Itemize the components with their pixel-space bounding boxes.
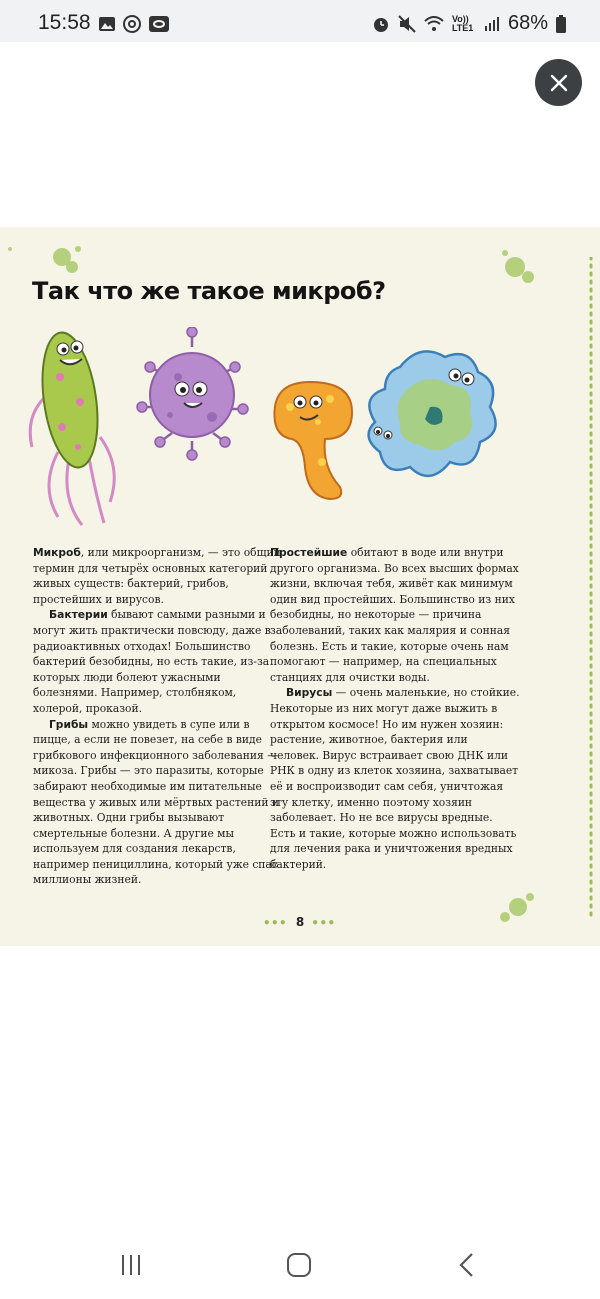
page-number-row [0,915,600,929]
recents-button[interactable] [111,1250,151,1280]
status-time: 15:58 [38,11,91,34]
bacterium-illustration [30,329,114,525]
battery-percent: 68% [507,12,548,34]
left-text-column [33,545,283,888]
book-page-image [0,227,600,946]
cast-icon [148,15,170,33]
home-icon [286,1252,312,1278]
paragraph-microbe: Микроб, или микроорганизм, — это общий термин для четырёх основных категорий живых существ: бактерий, грибов, простейших и вирусов. [33,546,281,606]
close-icon [550,74,568,92]
protozoa-illustration [369,351,496,476]
image-icon [98,16,116,32]
back-icon [457,1252,477,1278]
page-title: Так что же такое микроб? [32,277,386,305]
dots-decoration: ●●● [312,916,337,928]
back-button[interactable] [447,1250,487,1280]
page-number: 8 [295,915,305,929]
navigation-bar [0,1228,600,1299]
fungus-illustration [274,382,352,499]
recents-icon [119,1253,143,1277]
virus-illustration [137,327,248,460]
signal-icon [484,16,500,32]
mute-icon [398,15,416,33]
network-label: Vo)) LTE1 [451,13,474,33]
paragraph-viruses: Вирусы — очень маленькие, но стойкие. Некоторые из них могут даже выжить в открытом космосе! Но им нужен хозяин: растение, животное, бактерия или человек. Вирус встраивает свою ДНК или РНК в одну из клеток хозяина, захватывает её и воспроизводит сам себя, уничтожая эту клетку, именно поэтому хозяин заболевает. Но не все вирусы вредные. Есть и такие, которые можно использовать для лечения рака и уничтожения вредных бактерий. [270,686,520,871]
home-button[interactable] [279,1250,319,1280]
battery-icon [556,15,566,33]
dots-decoration: ●●● [263,916,288,928]
at-sign-icon [122,14,142,34]
status-bar [0,0,600,42]
paragraph-protozoa: Простейшие обитают в воде или внутри другого организма. Во всех высших формах жизни, включая тебя, живёт как минимум один вид простейших. Большинство из них безобидны, но некоторые — причина заболеваний, таких как малярия и сонная болезнь. Есть и такие, которые очень нам помогают — например, на специальных станциях для очистки воды. [270,546,519,684]
right-text-column [270,545,520,872]
wifi-icon [424,16,444,32]
close-button[interactable] [535,59,582,106]
alarm-icon [372,15,390,33]
microbe-illustrations [0,327,600,537]
paragraph-fungi: Грибы можно увидеть в супе или в пицце, а если не повезет, на себе в виде грибкового инфекционного заболевания — микоза. Грибы — это паразиты, которые забирают необходимые им питательные вещества у живых или мёртвых растений и животных. Одни грибы вызывают смертельные болезни. А другие мы используем для создания лекарств, например пенициллина, который уже спас миллионы жизней. [33,717,279,887]
paragraph-bacteria: Бактерии бывают самыми разными и могут жить практически повсюду, даже в радиоактивных отходах! Большинство бактерий безобидны, но есть такие, из-за которых люди болеют ужасными болезнями. Например, столбняком, холерой, проказой. [33,608,271,715]
